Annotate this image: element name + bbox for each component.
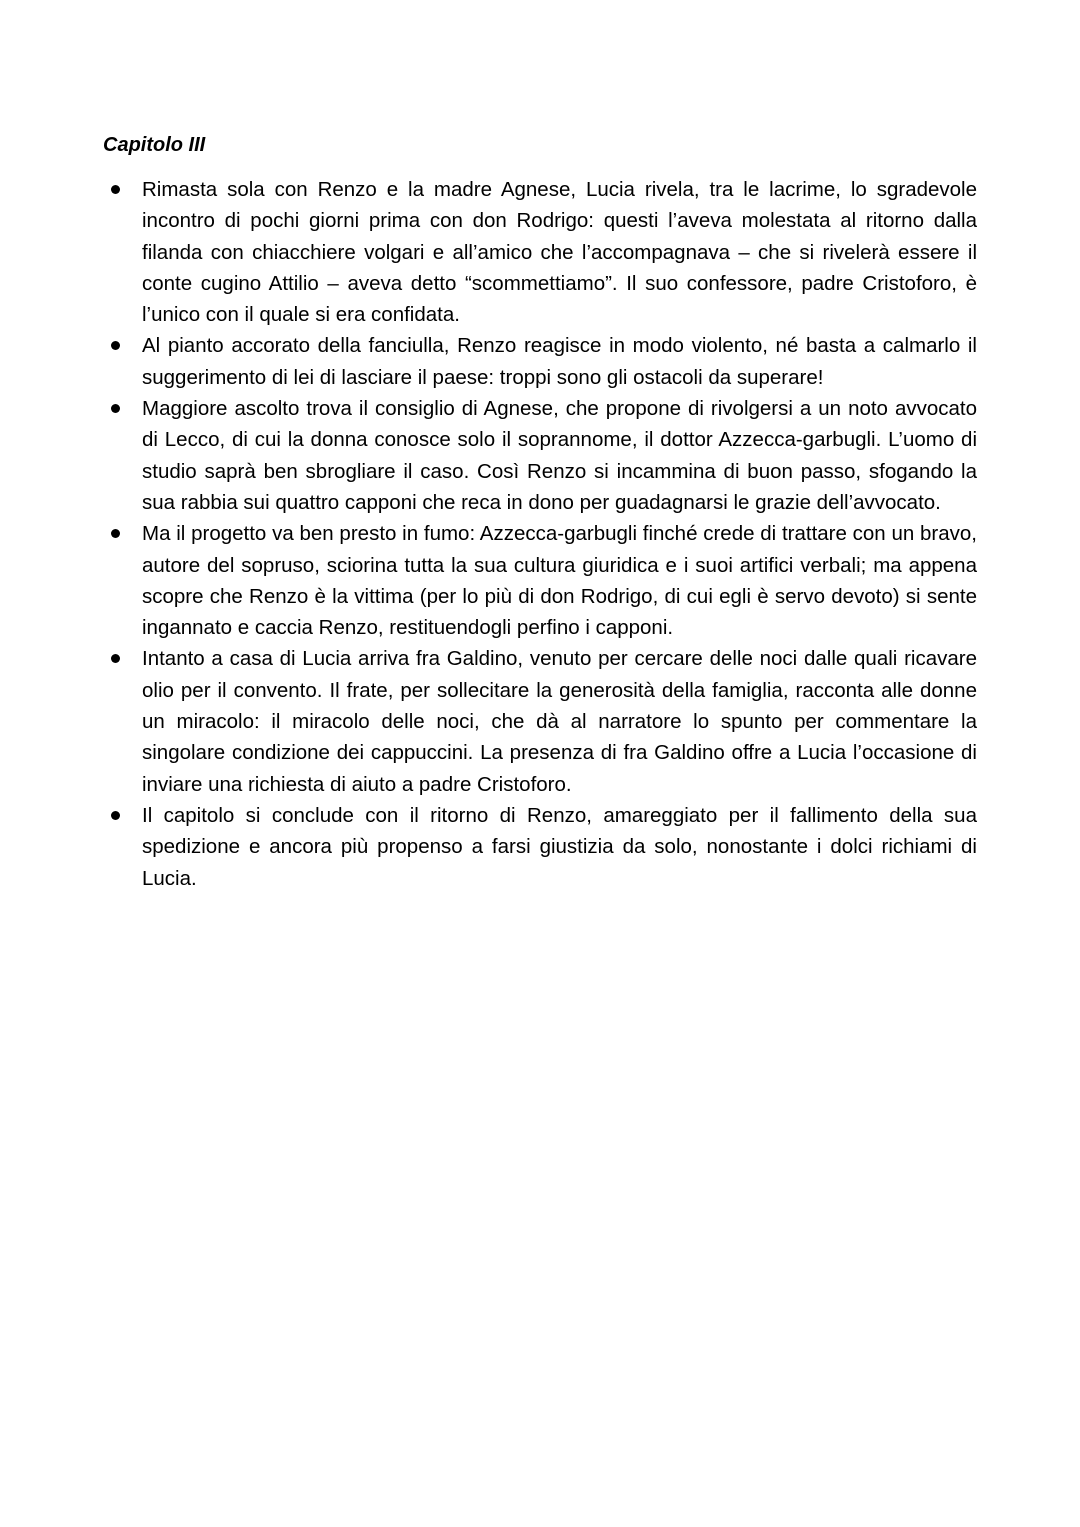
bullet-icon <box>111 811 120 820</box>
list-item <box>0 330 977 393</box>
list-item-text: Ma il progetto va ben presto in fumo: Azzecca-garbugli finché crede di trattare con un bravo, autore del sopruso, sciorina tutta la sua cultura giuridica e i suoi artifici verbali; ma appena scopre che Renzo è la vittima (per lo più di don Rodrigo, di cui egli è servo devoto) si sente ingannato e caccia Renzo, restituendogli perfino i capponi. <box>142 522 977 640</box>
bullet-icon <box>111 185 120 194</box>
list-item <box>0 800 977 894</box>
list-item-text: Maggiore ascolto trova il consiglio di Agnese, che propone di rivolgersi a un noto avvocato di Lecco, di cui la donna conosce solo il soprannome, il dottor Azzecca-garbugli. L’uomo di studio saprà ben sbrogliare il caso. Così Renzo si incammina di buon passo, sfogando la sua rabbia sui quattro capponi che reca in dono per guadagnarsi le grazie dell’avvocato. <box>142 397 977 514</box>
chapter-summary-list <box>0 174 1080 894</box>
list-item-text: Intanto a casa di Lucia arriva fra Galdino, venuto per cercare delle noci dalle quali ricavare olio per il convento. Il frate, per sollecitare la generosità della famiglia, racconta alle donne un miracolo: il miracolo delle noci, che dà al narratore lo spunto per commentare la singolare condizione dei cappuccini. La presenza di fra Galdino offre a Lucia l’occasione di inviare una richiesta di aiuto a padre Cristoforo. <box>142 647 977 796</box>
chapter-title: Capitolo III <box>103 134 206 156</box>
list-item <box>0 643 977 799</box>
list-item-text: Rimasta sola con Renzo e la madre Agnese, Lucia rivela, tra le lacrime, lo sgradevole incontro di pochi giorni prima con don Rodrigo: questi l’aveva molestata al ritorno dalla filanda con chiacchiere volgari e all’amico che l’accompagnava – che si rivelerà essere il conte cugino Attilio – aveva detto “scommettiamo”. Il suo confessore, padre Cristoforo, è l’unico con il quale si era confidata. <box>142 178 977 327</box>
bullet-icon <box>111 404 120 413</box>
bullet-icon <box>111 341 120 350</box>
bullet-icon <box>111 529 120 538</box>
list-item <box>0 393 977 518</box>
list-item <box>0 518 977 643</box>
list-item <box>0 174 977 330</box>
list-item-text: Al pianto accorato della fanciulla, Renzo reagisce in modo violento, né basta a calmarlo il suggerimento di lei di lasciare il paese: troppi sono gli ostacoli da superare! <box>142 334 977 389</box>
bullet-icon <box>111 654 120 663</box>
list-item-text: Il capitolo si conclude con il ritorno di Renzo, amareggiato per il fallimento della sua spedizione e ancora più propenso a farsi giustizia da solo, nonostante i dolci richiami di Lucia. <box>142 803 977 890</box>
